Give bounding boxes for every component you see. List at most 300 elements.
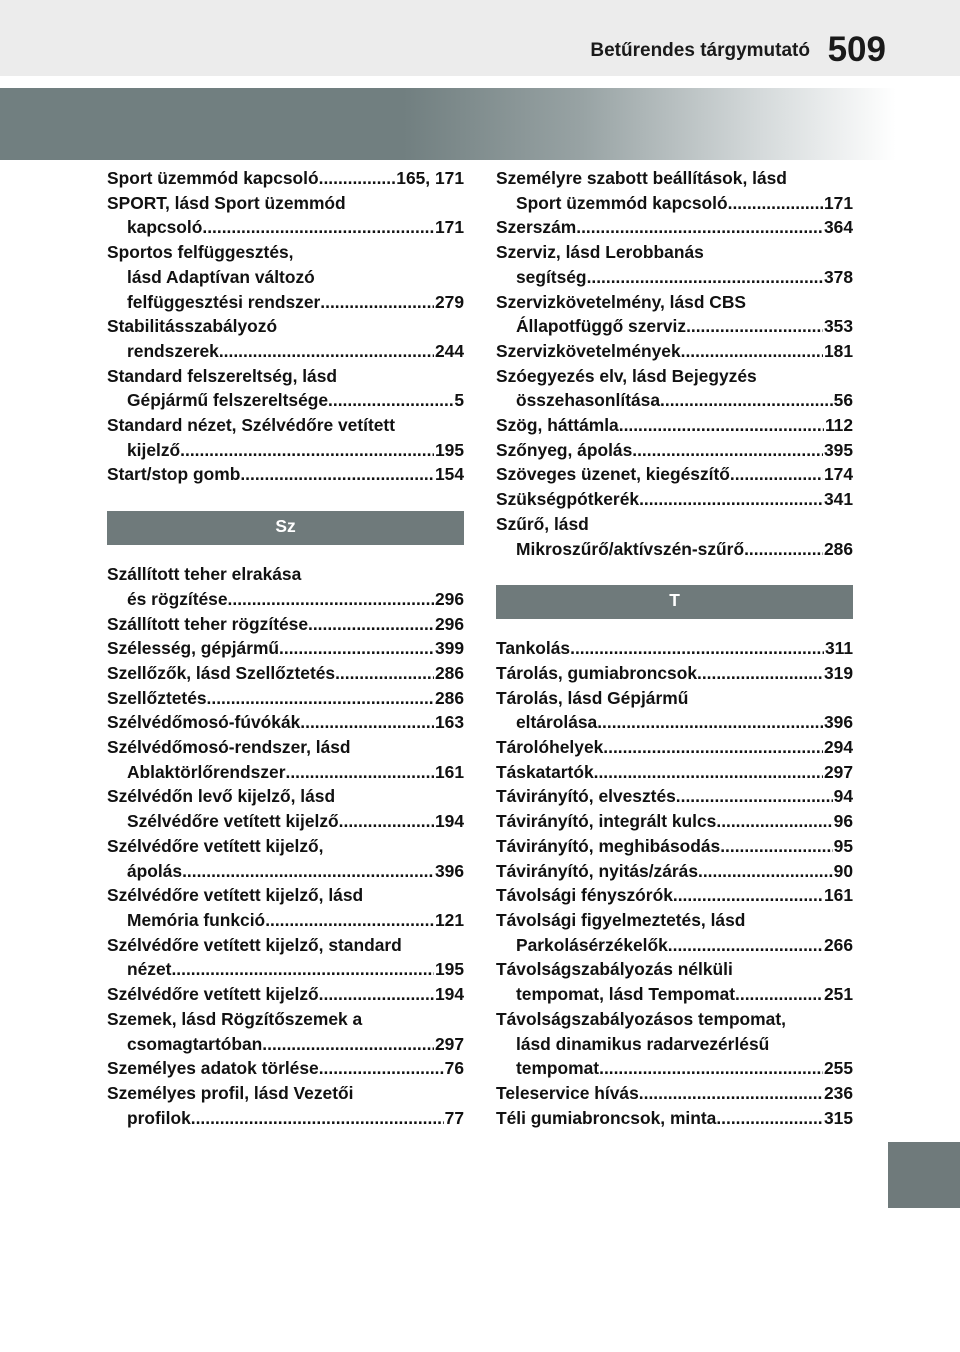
dot-leader [240, 462, 434, 487]
dot-leader [171, 957, 434, 982]
index-entry [107, 834, 464, 883]
page-reference: 174 [823, 464, 853, 485]
entry-line-with-page [496, 1081, 853, 1106]
index-column-right [496, 166, 853, 1130]
dot-leader [619, 413, 824, 438]
page-reference: 315 [823, 1107, 853, 1128]
entry-text: Távirányító, meghibásodás [496, 835, 721, 856]
entry-text: Távirányító, elvesztés [496, 786, 676, 807]
dot-leader [632, 438, 823, 463]
entry-list [107, 562, 464, 1130]
entry-line-with-page [496, 487, 853, 512]
entry-line-with-page [107, 215, 464, 240]
entry-text: Szélvédőre vetített kijelző, lásd [107, 885, 364, 906]
entry-text: Téli gumiabroncsok, minta [496, 1107, 717, 1128]
entry-line [496, 686, 853, 711]
dot-leader [319, 166, 396, 191]
entry-text: Tárolóhelyek [496, 737, 604, 758]
dot-leader [673, 883, 823, 908]
page-reference: 96 [833, 811, 853, 832]
entry-line [496, 908, 853, 933]
index-entry [107, 314, 464, 363]
index-entry [107, 562, 464, 611]
index-entry [496, 240, 853, 289]
dot-leader [676, 784, 833, 809]
index-entry [496, 809, 853, 834]
entry-text: Memória funkció [127, 909, 266, 930]
entry-text: Állapotfüggő szerviz [516, 316, 687, 337]
entry-line-with-page [496, 438, 853, 463]
page-reference: 76 [444, 1058, 464, 1079]
entry-text: Ablaktörlőrendszer [127, 761, 286, 782]
entry-line-with-page [496, 982, 853, 1007]
page-reference: 171 [434, 217, 464, 238]
dot-leader [698, 859, 833, 884]
page-reference: 195 [434, 959, 464, 980]
entry-text: Távolsági figyelmeztetés, lásd [496, 909, 746, 930]
dot-leader [597, 710, 823, 735]
index-entry [107, 1056, 464, 1081]
entry-text: lásd Adaptívan változó [127, 266, 315, 287]
page-reference: 296 [434, 588, 464, 609]
entry-text: csomagtartóban [127, 1033, 263, 1054]
entry-text: Távirányító, nyitás/zárás [496, 860, 699, 881]
entry-text: Távolsági fényszórók [496, 885, 673, 906]
index-entry [496, 784, 853, 809]
page-reference: 194 [434, 984, 464, 1005]
entry-line-with-page [496, 760, 853, 785]
index-entry [496, 883, 853, 908]
dot-leader [660, 388, 833, 413]
index-entry [107, 612, 464, 637]
page-reference: 163 [434, 712, 464, 733]
index-entry [496, 1007, 853, 1081]
entry-line-with-page [496, 191, 853, 216]
dot-leader [639, 1081, 823, 1106]
entry-text: Sport üzemmód kapcsoló [107, 168, 319, 188]
entry-text: Szélesség, gépjármű [107, 638, 280, 659]
index-entry [496, 339, 853, 364]
entry-text: Szervizkövetelmény, lásd CBS [496, 291, 747, 312]
side-thumb-tab [888, 1142, 960, 1208]
index-entry [107, 166, 464, 191]
entry-line-with-page [496, 215, 853, 240]
dot-leader [639, 487, 823, 512]
entry-text: Tárolás, lásd Gépjármű [496, 687, 689, 708]
index-entry [107, 413, 464, 462]
entry-text: Távolságszabályozás nélküli [496, 959, 733, 980]
dot-leader [735, 982, 823, 1007]
page-reference: 297 [434, 1033, 464, 1054]
entry-text: Gépjármű felszereltsége [127, 390, 329, 411]
dot-leader [300, 710, 434, 735]
entry-text: összehasonlítása [516, 390, 661, 411]
entry-text: Sport üzemmód kapcsoló [516, 192, 728, 213]
entry-text: Szerviz, lásd Lerobbanás [496, 242, 704, 263]
entry-line [107, 735, 464, 760]
index-entry [496, 859, 853, 884]
page-reference: 297 [823, 761, 853, 782]
entry-text: Szerszám [496, 217, 577, 238]
entry-list [496, 636, 853, 1130]
entry-text: Személyes profil, lásd Vezetői [107, 1082, 354, 1103]
page-reference: 236 [823, 1082, 853, 1103]
entry-text: Személyre szabott beállítások, lásd [496, 168, 787, 188]
dot-leader [319, 1056, 444, 1081]
page-reference: 296 [434, 613, 464, 634]
entry-line-with-page [107, 636, 464, 661]
page-reference: 244 [434, 340, 464, 361]
dot-leader [328, 388, 453, 413]
dot-leader [716, 809, 832, 834]
index-entry [496, 166, 853, 215]
dot-leader [191, 1106, 444, 1131]
entry-line-with-page [496, 462, 853, 487]
section-header-sz: Sz [107, 511, 464, 545]
entry-line-with-page [107, 388, 464, 413]
entry-text: kijelző [127, 439, 181, 460]
index-entry [496, 512, 853, 561]
index-entry [107, 735, 464, 784]
entry-line-with-page [496, 809, 853, 834]
index-entry [496, 1081, 853, 1106]
dot-leader [716, 1106, 823, 1131]
page-reference: 255 [823, 1058, 853, 1079]
page-reference: 154 [434, 464, 464, 485]
entry-text: Szöveges üzenet, kiegészítő [496, 464, 730, 485]
dot-leader [603, 735, 823, 760]
index-entry [496, 1106, 853, 1131]
index-entry [107, 933, 464, 982]
dot-leader [262, 1032, 434, 1057]
index-entry [496, 438, 853, 463]
index-entry [496, 834, 853, 859]
entry-text: Szélvédőn levő kijelző, lásd [107, 786, 336, 807]
top-header-bar [0, 0, 960, 76]
dot-leader [668, 933, 823, 958]
page-reference: 286 [434, 687, 464, 708]
dot-leader [319, 982, 434, 1007]
entry-line-with-page [107, 290, 464, 315]
entry-text: és rögzítése [127, 588, 228, 609]
entry-text: Szellőztetés [107, 687, 207, 708]
page-reference: 378 [823, 266, 853, 287]
entry-line [107, 1007, 464, 1032]
index-entry [496, 636, 853, 661]
entry-text: SPORT, lásd Sport üzemmód [107, 192, 346, 213]
entry-line-with-page [107, 809, 464, 834]
entry-text: Szűrő, lásd [496, 513, 589, 534]
dot-leader [320, 290, 434, 315]
dot-leader [720, 834, 832, 859]
entry-line [496, 957, 853, 982]
page-reference: 286 [823, 538, 853, 559]
dot-leader [744, 537, 823, 562]
entry-text: Szélvédőre vetített kijelző [107, 984, 319, 1005]
dot-leader [279, 636, 434, 661]
index-entry [107, 982, 464, 1007]
entry-line-with-page [107, 1056, 464, 1081]
page-number: 509 [827, 30, 886, 69]
index-entry [496, 957, 853, 1006]
entry-line [107, 191, 464, 216]
dot-leader [681, 339, 823, 364]
entry-text: eltárolása [516, 712, 598, 733]
entry-line [107, 240, 464, 265]
entry-text: Sportos felfüggesztés, [107, 242, 294, 263]
entry-text: ápolás [127, 860, 183, 881]
entry-line-with-page [496, 413, 853, 438]
entry-text: Szervizkövetelmények [496, 340, 681, 361]
dot-leader [686, 314, 823, 339]
entry-text: Szemek, lásd Rögzítőszemek a [107, 1008, 363, 1029]
dot-leader [587, 265, 823, 290]
entry-line-with-page [496, 314, 853, 339]
entry-line [107, 562, 464, 587]
dot-leader [570, 636, 824, 661]
entry-line-with-page [496, 859, 853, 884]
entry-text: rendszerek [127, 340, 219, 361]
entry-text: Táskatartók [496, 761, 594, 782]
entry-text: Szállított teher elrakása [107, 564, 302, 585]
entry-text: Szellőzők, lásd Szellőztetés [107, 662, 336, 683]
index-entry [496, 413, 853, 438]
entry-text: profilok [127, 1107, 191, 1128]
entry-text: Szóegyezés elv, lásd Bejegyzés [496, 365, 757, 386]
entry-line-with-page [107, 1106, 464, 1131]
index-entry [107, 686, 464, 711]
dot-leader [730, 462, 823, 487]
entry-text: Szélvédőre vetített kijelző, standard [107, 934, 402, 955]
page-reference: 5 [454, 390, 464, 411]
entry-line-with-page [496, 784, 853, 809]
entry-line-with-page [107, 982, 464, 1007]
entry-line-with-page [107, 339, 464, 364]
entry-text: felfüggesztési rendszer [127, 291, 321, 312]
page-reference: 181 [823, 340, 853, 361]
section-header-t: T [496, 585, 853, 619]
entry-line [496, 290, 853, 315]
entry-line [107, 364, 464, 389]
entry-line [107, 883, 464, 908]
page-reference: 294 [823, 737, 853, 758]
entry-line [496, 1007, 853, 1032]
entry-line-with-page [496, 834, 853, 859]
page-reference: 311 [824, 638, 853, 659]
entry-line-with-page [496, 636, 853, 661]
entry-line-with-page [496, 710, 853, 735]
entry-line [496, 240, 853, 265]
page-reference: 94 [833, 786, 853, 807]
entry-line [107, 834, 464, 859]
entry-text: Standard felszereltség, lásd [107, 365, 338, 386]
dot-leader [697, 661, 823, 686]
page-reference: 266 [823, 934, 853, 955]
dot-leader [286, 760, 434, 785]
entry-line-with-page [107, 166, 464, 191]
entry-text: Távirányító, integrált kulcs [496, 811, 717, 832]
dot-leader [339, 809, 434, 834]
entry-text: Teleservice hívás [496, 1082, 639, 1103]
index-entry [496, 735, 853, 760]
dot-leader [265, 908, 434, 933]
entry-list [496, 166, 853, 561]
entry-line-with-page [496, 933, 853, 958]
dot-leader [599, 1056, 823, 1081]
entry-text: lásd dinamikus radarvezérlésű [516, 1033, 770, 1054]
entry-line-with-page [496, 339, 853, 364]
dot-leader [207, 686, 434, 711]
index-entry [496, 487, 853, 512]
entry-text: Szélvédőre vetített kijelző [127, 811, 339, 832]
entry-line-with-page [107, 612, 464, 637]
entry-text: Szélvédőre vetített kijelző, [107, 835, 324, 856]
index-entry [496, 215, 853, 240]
entry-text: Tárolás, gumiabroncsok [496, 662, 698, 683]
entry-line-with-page [107, 957, 464, 982]
index-column-left [107, 166, 464, 1130]
entry-text: Szög, háttámla [496, 415, 619, 436]
dot-leader [335, 661, 434, 686]
entry-text: tempomat [516, 1058, 600, 1079]
entry-text: Stabilitásszabályozó [107, 316, 278, 337]
entry-line [496, 512, 853, 537]
index-entry [107, 883, 464, 932]
page-reference: 286 [434, 662, 464, 683]
entry-text: Szállított teher rögzítése [107, 613, 308, 634]
dot-leader [228, 587, 434, 612]
entry-line [107, 933, 464, 958]
page-reference: 161 [434, 761, 464, 782]
page-reference: 399 [434, 638, 464, 659]
index-entry [496, 686, 853, 735]
dot-leader [219, 339, 434, 364]
page-reference: 195 [434, 439, 464, 460]
entry-line-with-page [107, 908, 464, 933]
page-reference: 364 [823, 217, 853, 238]
entry-line-with-page [107, 710, 464, 735]
entry-text: Személyes adatok törlése [107, 1058, 319, 1079]
header-title: Betűrendes tárgymutató [590, 40, 810, 61]
entry-line-with-page [107, 686, 464, 711]
index-entry [107, 462, 464, 487]
entry-text: Start/stop gomb [107, 464, 241, 485]
entry-list [107, 166, 464, 487]
index-entry [107, 784, 464, 833]
entry-line-with-page [496, 735, 853, 760]
page-reference: 279 [434, 291, 464, 312]
page-reference: 395 [823, 439, 853, 460]
dot-leader [308, 612, 434, 637]
entry-line-with-page [107, 587, 464, 612]
entry-line-with-page [496, 1056, 853, 1081]
index-entry [107, 1081, 464, 1130]
decorative-banner [0, 88, 896, 160]
entry-text: segítség [516, 266, 587, 287]
index-entry [496, 462, 853, 487]
entry-line [107, 1081, 464, 1106]
entry-line [107, 314, 464, 339]
page-reference: 121 [434, 909, 464, 930]
page-reference: 77 [444, 1107, 464, 1128]
page-reference: 341 [823, 489, 853, 510]
page-reference: 161 [823, 885, 853, 906]
entry-line [496, 166, 853, 191]
entry-line-with-page [107, 760, 464, 785]
entry-text: Szükségpótkerék [496, 489, 640, 510]
entry-line-with-page [107, 661, 464, 686]
dot-leader [728, 191, 823, 216]
entry-line-with-page [496, 537, 853, 562]
index-entry [107, 364, 464, 413]
entry-line-with-page [107, 1032, 464, 1057]
entry-text: Szélvédőmosó-rendszer, lásd [107, 737, 351, 758]
index-entry [496, 364, 853, 413]
index-entry [107, 710, 464, 735]
entry-text: Szőnyeg, ápolás [496, 439, 633, 460]
entry-line-with-page [496, 388, 853, 413]
page-reference: 194 [434, 811, 464, 832]
page-reference: 251 [823, 984, 853, 1005]
entry-line-with-page [496, 661, 853, 686]
entry-line [107, 413, 464, 438]
entry-line [496, 1032, 853, 1057]
page-reference: 90 [833, 860, 853, 881]
index-entry [107, 240, 464, 314]
entry-text: kapcsoló [127, 217, 203, 238]
entry-text: nézet [127, 959, 172, 980]
entry-text: Mikroszűrő/aktívszén-szűrő [516, 538, 745, 559]
entry-text: tempomat, lásd Tempomat [516, 984, 736, 1005]
index-entry [496, 661, 853, 686]
index-entry [496, 290, 853, 339]
page-reference: 396 [434, 860, 464, 881]
index-entry [496, 760, 853, 785]
dot-leader [576, 215, 823, 240]
entry-line [107, 784, 464, 809]
page-reference: 171 [823, 192, 853, 213]
entry-text: Tankolás [496, 638, 571, 659]
entry-line [496, 364, 853, 389]
dot-leader [202, 215, 434, 240]
page-reference: 396 [823, 712, 853, 733]
entry-text: Standard nézet, Szélvédőre vetített [107, 415, 395, 436]
page-reference: 353 [823, 316, 853, 337]
entry-line-with-page [496, 265, 853, 290]
dot-leader [594, 760, 823, 785]
index-entry [107, 661, 464, 686]
page-reference: 112 [824, 415, 853, 436]
page-reference: 95 [833, 835, 853, 856]
entry-line-with-page [496, 1106, 853, 1131]
index-entry [107, 636, 464, 661]
entry-text: Parkolásérzékelők [516, 934, 668, 955]
entry-text: Távolságszabályozásos tempomat, [496, 1008, 786, 1029]
entry-line [107, 265, 464, 290]
entry-line-with-page [107, 859, 464, 884]
entry-line-with-page [496, 883, 853, 908]
entry-line-with-page [107, 438, 464, 463]
index-entry [107, 191, 464, 240]
entry-line-with-page [107, 462, 464, 487]
dot-leader [182, 859, 434, 884]
page-reference: 165, 171 [396, 168, 464, 188]
dot-leader [180, 438, 434, 463]
page-reference: 319 [823, 662, 853, 683]
entry-text: Szélvédőmosó-fúvókák [107, 712, 301, 733]
index-entry [107, 1007, 464, 1056]
page-reference: 56 [833, 390, 853, 411]
